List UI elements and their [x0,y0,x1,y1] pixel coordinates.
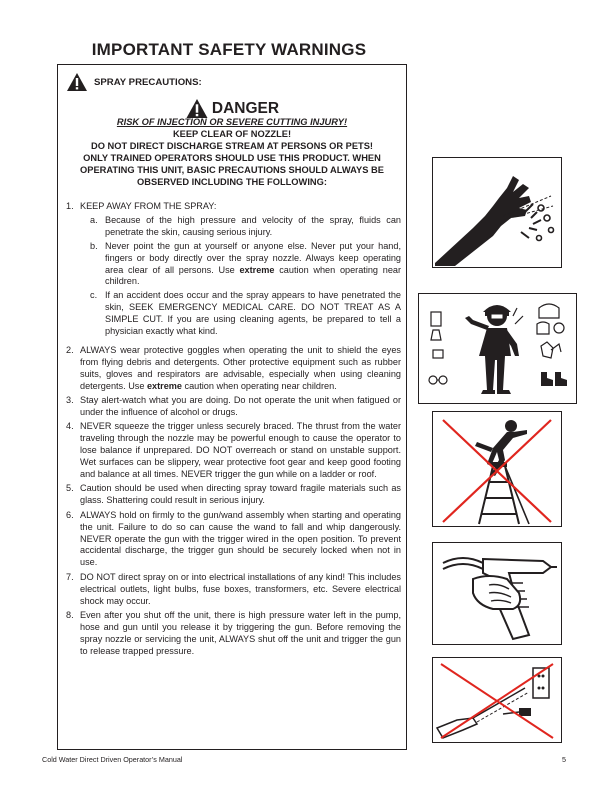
sub-item-text: If an accident does occur and the spray appears to have penetrated the skin, SEEK EMERGENCY MEDICAL CARE. DO NOT TREAT AS A SIMPLE CUT. If you are using cleaning agents, be prepared to tell a physician exactly what kind. [105,290,401,337]
list-item [66,483,401,507]
item-number: 8. [66,610,74,620]
danger-message [60,117,404,188]
sub-item [90,241,401,289]
spray-precautions-heading [66,72,202,92]
no-electrical-spray-illustration [432,657,562,743]
warning-triangle-icon [66,72,88,92]
protective-gear-illustration [418,293,577,404]
gun-grip-illustration [432,542,562,645]
sub-item-letter: c. [90,290,98,301]
warning-line: OPERATING THIS UNIT, BASIC PRECAUTIONS SHOULD ALWAYS BE [80,164,384,175]
sub-item [90,290,401,338]
spray-injection-illustration [432,157,562,268]
item-text: DO NOT direct spray on or into electrical installations of any kind! This includes electrical outlets, light bulbs, fuse boxes, transformers, etc. Severe electrical shock may occur. [80,571,401,606]
no-ladder-illustration [432,411,562,527]
list-item [66,510,401,570]
sub-item-letter: a. [90,214,98,225]
item-text [80,345,401,393]
item-text: Caution should be used when directing spray toward fragile materials such as glass. Shattering could result in serious injury. [80,483,401,506]
sub-item-letter: b. [90,240,98,251]
list-item [66,395,401,419]
item-number: 7. [66,571,74,582]
list-item [66,345,401,393]
text-run: caution when operating near children. [105,264,402,287]
list-item [66,572,401,608]
sub-item-text [105,241,401,289]
warning-line: ONLY TRAINED OPERATORS SHOULD USE THIS PRODUCT. WHEN [83,152,381,163]
list-item [66,201,401,338]
warning-line: KEEP CLEAR OF NOZZLE! [172,128,292,139]
item-number: 1. [66,201,74,211]
sub-item-text: Because of the high pressure and velocity of the spray, fluids can penetrate the skin, causing serious injury. [105,214,401,237]
list-item [66,421,401,481]
danger-subline: RISK OF INJECTION OR SEVERE CUTTING INJURY! [116,117,348,127]
danger-word: DANGER [211,99,280,117]
sub-item [90,215,401,239]
item-number: 2. [66,344,74,355]
warning-triangle-icon [185,98,209,119]
item-text: Even after you shut off the unit, there is high pressure water left in the pump, hose and gun until you release it by triggering the gun. Before removing the spray nozzle or servicing the unit, ALWAYS shut off the unit and trigger the gun to release trapped pressure. [80,610,401,656]
page-title-row [86,38,372,62]
danger-header [57,98,407,119]
item-number: 5. [66,483,74,494]
text-run: ALWAYS wear protective goggles when operating the unit to shield the eyes from flying debris and detergents. Other protective equipment such as rubber suits, gloves and respirators are advisable, especially when using cleaning detergents. Use [80,344,401,391]
item-text: ALWAYS hold on firmly to the gun/wand assembly when starting and operating the unit. Failure to do so can cause the wand to fall and whip dangerously. NEVER operate the gun with the trigger wired in the open position. To prevent accidental discharge, the trigger gun should be securely locked when not in use. [80,509,401,568]
item-text: Stay alert-watch what you are doing. Do not operate the unit when fatigued or under the influence of alcohol or drugs. [80,395,401,417]
item-text: KEEP AWAY FROM THE SPRAY: [80,201,217,211]
emphasis-text: extreme [239,264,275,275]
text-run: Never point the gun at yourself or anyone else. Never put your hand, fingers or body directly over the spray nozzle. Always keep operating area clear of all persons. Use [105,240,401,275]
item-number: 4. [66,421,74,432]
warning-line: OBSERVED INCLUDING THE FOLLOWING: [137,176,327,187]
text-run: caution when operating near children. [181,380,337,391]
page-title: IMPORTANT SAFETY WARNINGS [91,40,367,59]
emphasis-text: extreme [146,380,182,391]
list-item [66,610,401,658]
item-text: NEVER squeeze the trigger unless securely braced. The thrust from the water traveling through the nozzle may be powerful enough to cause the operator to lose balance if unprepared. DO NOT overreach or stand on unstable support. Wet surfaces can be slippery, wear protective foot gear and keep good footing and balance at all times. NEVER trigger the gun while on a ladder or roof. [80,421,401,480]
footer-manual-title: Cold Water Direct Driven Operator’s Manual [42,755,183,764]
page-number: 5 [562,755,566,764]
precautions-list [66,201,401,660]
item-number: 6. [66,509,74,520]
section-heading: SPRAY PRECAUTIONS: [94,76,202,88]
warning-line: DO NOT DIRECT DISCHARGE STREAM AT PERSONS OR PETS! [90,140,374,151]
item-number: 3. [66,395,74,406]
